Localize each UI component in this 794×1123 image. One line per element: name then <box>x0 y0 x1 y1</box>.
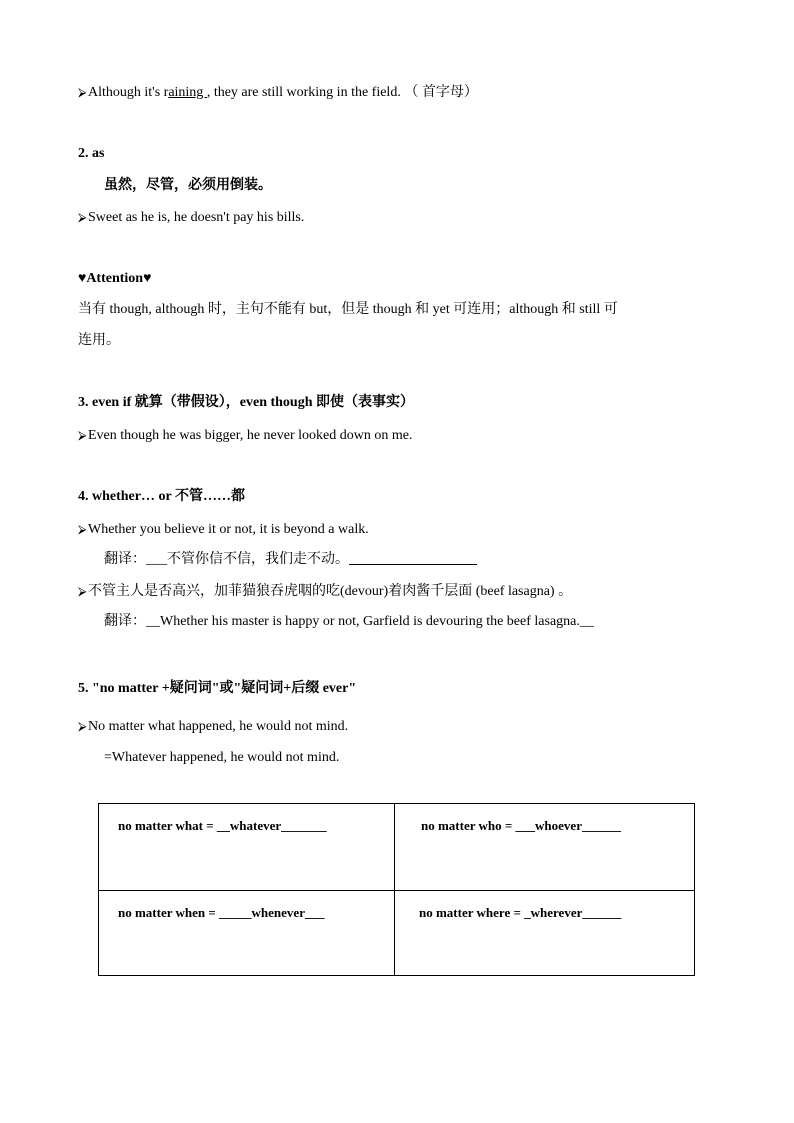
arrow-icon: ⮚ <box>78 584 87 598</box>
example-whether: ⮚Whether you believe it or not, it is beyond a walk. <box>78 519 369 540</box>
arrow-icon: ⮚ <box>78 85 87 99</box>
arrow-icon: ⮚ <box>78 210 87 224</box>
attention-line-2: 连用。 <box>78 333 120 348</box>
arrow-icon: ⮚ <box>78 522 87 536</box>
attention-line-1: 当有 though, although 时，主句不能有 but，但是 though 和 yet 可连用；although 和 still 可 <box>78 302 618 317</box>
answer-blank <box>349 550 477 565</box>
table-cell-who: no matter who = ___whoever______ <box>421 818 621 833</box>
example-although: ⮚Although it's raining , they are still working in the field. （ 首字母） <box>78 82 478 103</box>
translation-2: 翻译：__Whether his master is happy or not, Garfield is devouring the beef lasagna.__ <box>104 614 594 629</box>
table-divider-horizontal <box>99 890 694 891</box>
table-cell-what: no matter what = __whatever_______ <box>118 818 327 833</box>
heading-as: 2. as <box>78 146 105 161</box>
heading-attention: ♥Attention♥ <box>78 271 152 286</box>
heading-no-matter: 5. "no matter +疑问词"或"疑问词+后缀 ever" <box>78 681 357 696</box>
example-as: ⮚Sweet as he is, he doesn't pay his bills. <box>78 207 304 228</box>
example-garfield: ⮚不管主人是否高兴，加菲猫狼吞虎咽的吃(devour)着肉酱千层面 (beef lasagna) 。 <box>78 581 572 602</box>
table-cell-when: no matter when = _____whenever___ <box>118 905 325 920</box>
no-matter-table <box>98 803 695 976</box>
translation-1: 翻译：___不管你信不信，我们走不动。 <box>104 550 477 570</box>
answer-raining: aining <box>168 85 207 100</box>
heading-even-if: 3. even if 就算（带假设），even though 即使（表事实） <box>78 395 414 410</box>
example-even-though: ⮚Even though he was bigger, he never looked down on me. <box>78 425 412 446</box>
arrow-icon: ⮚ <box>78 719 87 733</box>
meaning-as: 虽然，尽管，必须用倒装。 <box>104 178 272 193</box>
example-no-matter: ⮚No matter what happened, he would not mind. <box>78 716 348 737</box>
table-cell-where: no matter where = _wherever______ <box>419 905 622 920</box>
arrow-icon: ⮚ <box>78 428 87 442</box>
heading-whether: 4. whether… or 不管……都 <box>78 489 245 504</box>
example-whatever: =Whatever happened, he would not mind. <box>104 750 340 765</box>
